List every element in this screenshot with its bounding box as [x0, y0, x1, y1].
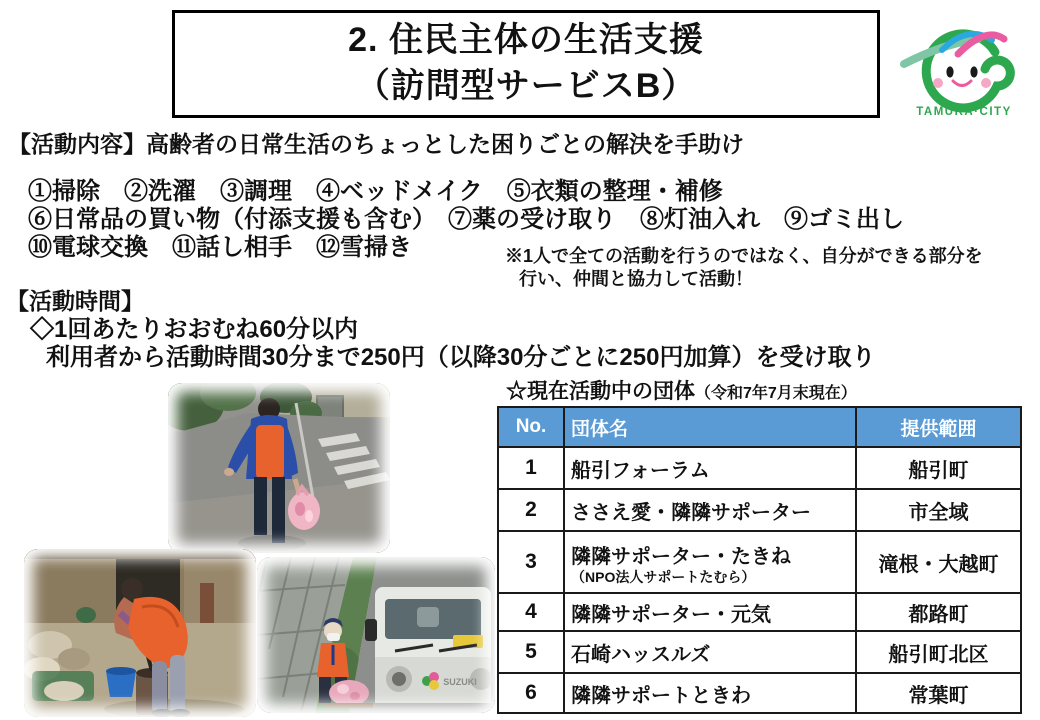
- cell-no: 5: [498, 631, 564, 673]
- cell-no: 6: [498, 673, 564, 713]
- table-row: [498, 593, 1021, 631]
- slide-title-line2: （訪問型サービスB）: [355, 67, 697, 105]
- slide-title: [172, 10, 880, 118]
- cell-area: 船引町北区: [856, 631, 1021, 673]
- photo-kerosene-help: [24, 549, 256, 717]
- time-line1: ◇1回あたりおおむね60分以内: [30, 316, 359, 343]
- header-no: No.: [498, 407, 564, 447]
- cell-area: 滝根・大越町: [856, 531, 1021, 593]
- cell-area: 市全域: [856, 489, 1021, 531]
- cell-group-name-sub: （NPO法人サポートたむら）: [571, 568, 756, 585]
- cell-area: 都路町: [856, 593, 1021, 631]
- groups-heading: [506, 375, 857, 405]
- cell-group-name: 石崎ハッスルズ: [571, 643, 711, 666]
- table-row: [498, 447, 1021, 489]
- cell-area: 常葉町: [856, 673, 1021, 713]
- header-group-name: 団体名: [564, 407, 856, 447]
- activity-note: [505, 245, 983, 291]
- cell-no: 3: [498, 531, 564, 593]
- cell-no: 2: [498, 489, 564, 531]
- cell-group-name: 隣隣サポートときわ: [571, 684, 751, 707]
- tamura-city-logo-icon: [898, 12, 1030, 118]
- cell-no: 4: [498, 593, 564, 631]
- photo-trash-collection: [168, 383, 390, 553]
- activity-note-line1: ※1人で全ての活動を行うのではなく、自分ができる部分を: [505, 246, 983, 266]
- time-heading: 【活動時間】: [6, 288, 144, 314]
- table-row: [498, 673, 1021, 713]
- header-area: 提供範囲: [856, 407, 1021, 447]
- activity-heading: 【活動内容】高齢者の日常生活のちょっとした困りごとの解決を手助け: [8, 131, 744, 157]
- time-line2: 利用者から活動時間30分まで250円（以降30分ごとに250円加算）を受け取り: [46, 344, 876, 371]
- cell-group-name: 隣隣サポーター・元気: [571, 603, 771, 626]
- cell-no: 1: [498, 447, 564, 489]
- table-row: [498, 489, 1021, 531]
- table-row: [498, 631, 1021, 673]
- activity-items-line1: ①掃除 ②洗濯 ③調理 ④ベッドメイク ⑤衣類の整理・補修: [28, 178, 723, 205]
- slide-title-line1: 2. 住民主体の生活支援: [348, 21, 704, 60]
- truck-brand-label: SUZUKI: [443, 677, 477, 687]
- groups-table: [497, 406, 1022, 714]
- activity-note-line2: 行い、仲間と協力して活動！: [519, 269, 753, 289]
- cell-group-name: ささえ愛・隣隣サポーター: [571, 501, 811, 524]
- cell-group-name: 船引フォーラム: [571, 459, 710, 482]
- logo-caption: TAMURA·CITY: [916, 106, 1012, 118]
- groups-heading-main: ☆現在活動中の団体: [506, 380, 695, 403]
- table-header-row: [498, 407, 1021, 447]
- cell-group-name: 隣隣サポーター・たきね: [571, 545, 791, 568]
- table-row: [498, 531, 1021, 593]
- groups-heading-sub: （令和7年7月末現在）: [695, 385, 857, 402]
- cell-area: 船引町: [856, 447, 1021, 489]
- activity-items-line2: ⑥日常品の買い物（付添支援も含む） ⑦薬の受け取り ⑧灯油入れ ⑨ゴミ出し: [28, 206, 904, 233]
- photo-delivery-truck: [257, 557, 495, 713]
- activity-items-line3: ⑩電球交換 ⑪話し相手 ⑫雪掃き: [28, 234, 412, 261]
